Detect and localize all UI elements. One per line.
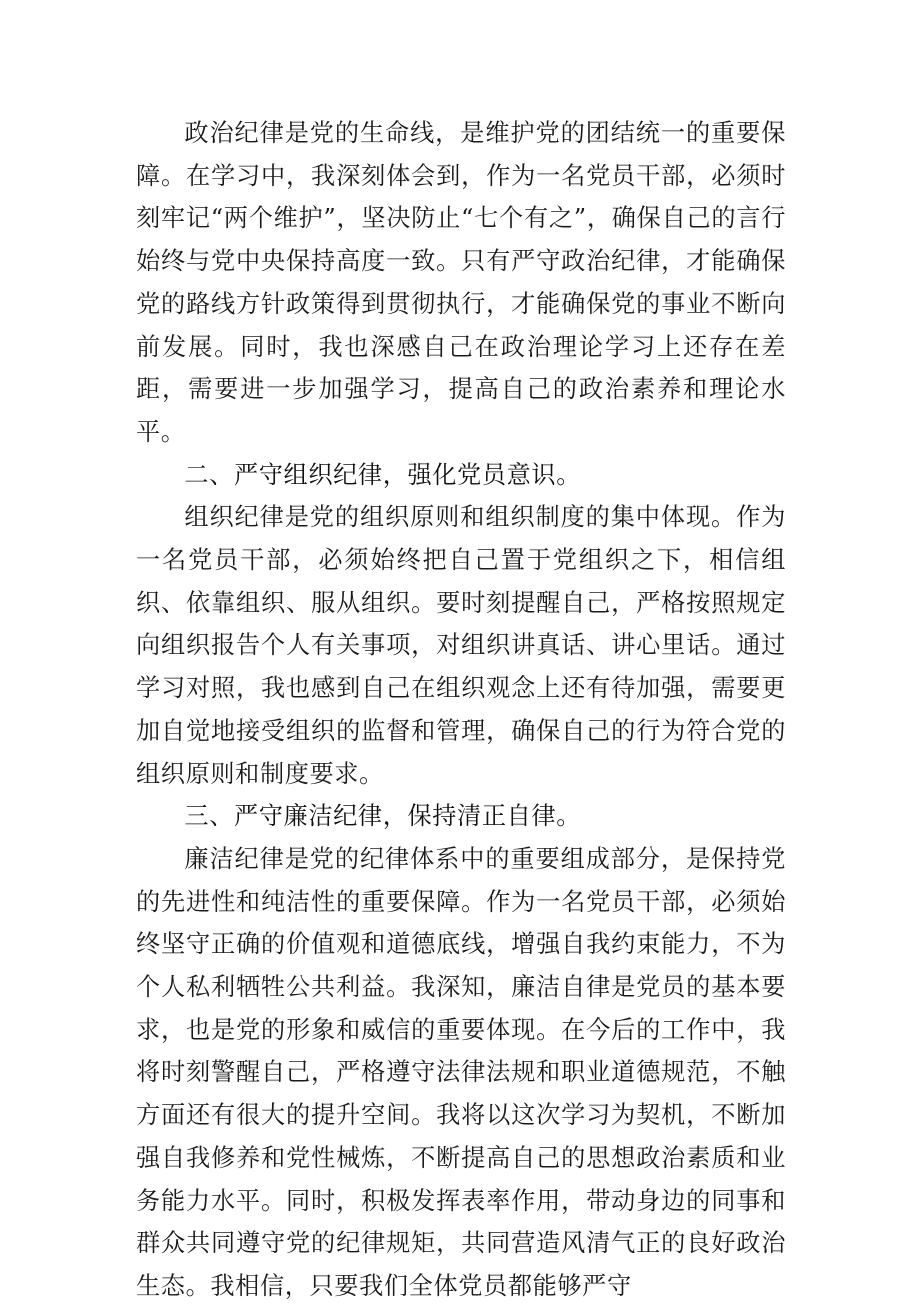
paragraph-organizational-discipline: 组织纪律是党的组织原则和组织制度的集中体现。作为一名党员干部，必须始终把自己置于党组织之下，相信组织、依靠组织、服从组织。要时刻提醒自己，严格按照规定向组织报告个人有关事项，对组织讲真话、讲心里话。通过学习对照，我也感到自己在组织观念上还有待加强，需要更加自觉地接受组织的监督和管理，确保自己的行为符合党的组织原则和制度要求。 xyxy=(136,503,786,788)
paragraph-political-discipline: 政治纪律是党的生命线，是维护党的团结统一的重要保障。在学习中，我深刻体会到，作为一名党员干部，必须时刻牢记“两个维护”，坚决防止“七个有之”，确保自己的言行始终与党中央保持高度一致。只有严守政治纪律，才能确保党的路线方针政策得到贯彻执行，才能确保党的事业不断向前发展。同时，我也深感自己在政治理论学习上还存在差距，需要进一步加强学习，提高自己的政治素养和理论水平。 xyxy=(136,119,786,446)
section-heading-integrity-discipline: 三、严守廉洁纪律，保持清正自律。 xyxy=(184,802,581,831)
document-body xyxy=(136,112,786,1308)
paragraph-integrity-discipline: 廉洁纪律是党的纪律体系中的重要组成部分，是保持党的先进性和纯洁性的重要保障。作为一名党员干部，必须始终坚守正确的价值观和道德底线，增强自我约束能力，不为个人私利牺牲公共利益。我深知，廉洁自律是党员的基本要求，也是党的形象和威信的重要体现。在今后的工作中，我将时刻警醒自己，严格遵守法律法规和职业道德规范，不触方面还有很大的提升空间。我将以这次学习为契机，不断加强自我修养和党性械炼，不断提高自己的思想政治素质和业务能力水平。同时，积极发挥表率作用，带动身边的同事和群众共同遵守党的纪律规矩，共同营造风清气正的良好政治生态。我相信，只要我们全体党员都能够严守 xyxy=(136,844,786,1300)
section-heading-organizational-discipline: 二、严守组织纪律，强化党员意识。 xyxy=(184,460,581,489)
